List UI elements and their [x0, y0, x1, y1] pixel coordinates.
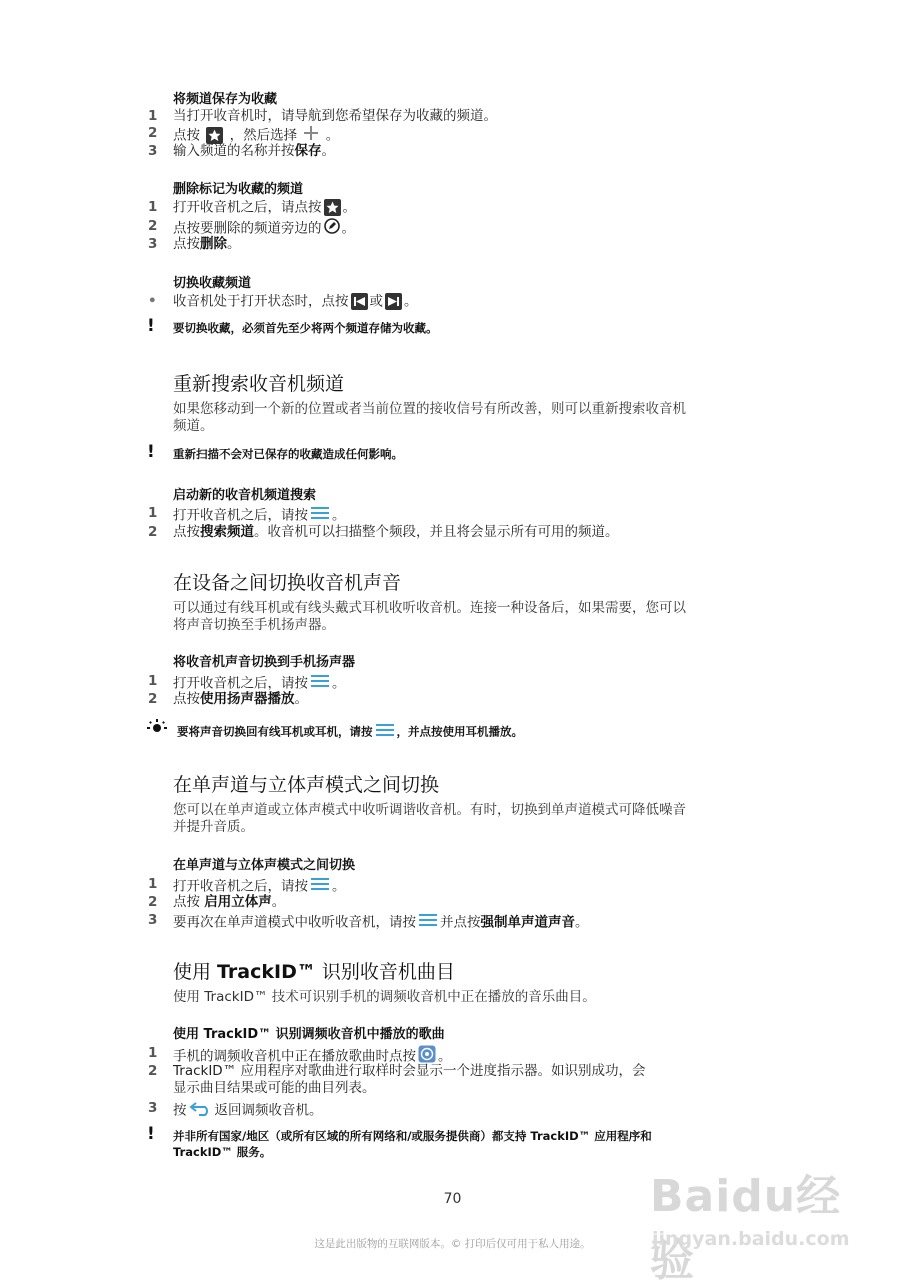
- bullet: •: [148, 293, 157, 309]
- back-icon[interactable]: [189, 1100, 213, 1121]
- heading-start-scan: 启动新的收音机频道搜索: [173, 488, 317, 503]
- step-number: 1: [148, 108, 158, 124]
- star-icon[interactable]: [206, 127, 223, 144]
- manual-page: 将频道保存为收藏 1 当打开收音机时，请导航到您希望保存为收藏的频道。 2 点按 ，然后选择 。 3 输入频道的名称并按保存。 删除标记为收藏的频道 1 打开收音机之后，请点按 。 2 点按要删除的频道旁边的 。 3 点按删除。 切换收藏频道 • 收音机处于打开状态时，点按 或 。 ! 要切换收藏，必须首先至少将两个频道存储为收藏。 重新搜索收音机频道 如果您移动到一个新的位置或者当前位置的接收信号有所改善，则可以重新搜索收音机 频道。 ! 重新扫描不会对已保存的收藏造成任何影响。 启动新的收音机频道搜索 1 打开收音机之后，请按 。 2 点按搜索频道。收音机可以扫描整个频段，并且将会显示所有可用的频道。 在设备之间切换收音机声音 可以通过有线耳机或有线头戴式耳机收听收音机。连接一种设备后，如果需要，您可以 将声音切换至手机扬声器。 将收音机声音切换到手机扬声器 1 打开收音机之后，请按 。 2 点按使用扬声器播放。 要将声音切换回有线耳机或耳机，请按 ，并点按使用耳机播放。 在单声道与立体声模式之间切换 您可以在单声道或立体声模式中收听调谐收音机。有时，切换到单声道模式可降低噪音 并提升音质。 在单声道与立体声模式之间切换 1 打开收音机之后，请按 。 2 点按 启用立体声。 3 要再次在单声道模式中收听收音机，请按 并点按强制单声道声音。 使用 TrackID™ 识别收音机曲目 使用 TrackID™ 技术可识别手机的调频收音机中正在播放的音乐曲目。 使用 TrackID™ 识别调频收音机中播放的歌曲 1 手机的调频收音机中正在播放歌曲时点按 。 2 TrackID™ 应用程序对歌曲进行取样时会显示一个进度指示器。如识别成功，会 显示曲目结果或可能的曲目列表。 3 按 返回调频收音机。 ! 并非所有国家/地区（或所有区域的所有网络和/或服务提供商）都支持 TrackID™ 应用程序和 TrackID™ 服务。 70 这是此出版物的互联网版本。© 打印后仅可用于私人用途。 Baidu经验 jingyan.baidu.com: [0, 0, 905, 1280]
- step-text: 点按: [173, 127, 200, 144]
- page-number: 70: [443, 1191, 462, 1207]
- star-icon[interactable]: [324, 199, 341, 216]
- step-number: 3: [148, 143, 158, 159]
- delete-label: 删除: [200, 236, 227, 252]
- paragraph: 如果您移动到一个新的位置或者当前位置的接收信号有所改善，则可以重新搜索收音机 频道。: [173, 401, 686, 434]
- heading-delete-favourite: 删除标记为收藏的频道: [173, 182, 304, 197]
- previous-icon[interactable]: [351, 293, 368, 310]
- paragraph: 可以通过有线耳机或有线头戴式耳机收听收音机。连接一种设备后，如果需要，您可以 将声音切换至手机扬声器。: [173, 600, 686, 633]
- warning-icon: !: [147, 316, 155, 336]
- tip-icon: [147, 719, 167, 740]
- step-number: 2: [148, 125, 158, 141]
- baidu-watermark: [640, 1148, 870, 1286]
- watermark-logo: Baidu经验: [650, 1171, 842, 1286]
- heading-rescan: 重新搜索收音机频道: [173, 373, 345, 395]
- heading-save-favourite: 将频道保存为收藏: [173, 92, 278, 107]
- save-label: 保存: [294, 143, 322, 159]
- menu-icon[interactable]: [375, 722, 395, 742]
- force-mono-label: 强制单声道声音: [480, 914, 575, 931]
- heading-switch-favourite: 切换收藏频道: [173, 276, 252, 291]
- use-speaker-label: 使用扬声器播放: [200, 691, 295, 707]
- enable-stereo-label: 启用立体声: [204, 894, 272, 910]
- paragraph: 您可以在单声道或立体声模式中收听调谐收音机。有时，切换到单声道模式可降低噪音 并提升音质。: [173, 802, 686, 835]
- search-channels-label: 搜索频道: [200, 524, 254, 540]
- next-icon[interactable]: [385, 293, 402, 310]
- menu-icon[interactable]: [310, 505, 330, 526]
- footer-notice: 这是此出版物的互联网版本。© 打印后仅可用于私人用途。: [314, 1238, 591, 1250]
- paragraph: 使用 TrackID™ 技术可识别手机的调频收音机中正在播放的音乐曲目。: [173, 989, 596, 1005]
- heading-mono-stereo: 在单声道与立体声模式之间切换: [173, 774, 440, 796]
- edit-icon[interactable]: [324, 218, 340, 239]
- heading-switch-audio: 在设备之间切换收音机声音: [173, 572, 402, 594]
- heading-trackid-task: 使用 TrackID™ 识别调频收音机中播放的歌曲: [173, 1027, 445, 1042]
- warning-icon: !: [147, 442, 155, 462]
- menu-icon[interactable]: [310, 673, 330, 694]
- menu-icon[interactable]: [310, 876, 330, 897]
- heading-mono-stereo-task: 在单声道与立体声模式之间切换: [173, 858, 356, 873]
- warning-icon: !: [147, 1124, 155, 1144]
- heading-speaker: 将收音机声音切换到手机扬声器: [173, 655, 356, 670]
- step-row: 2 TrackID™ 应用程序对歌曲进行取样时会显示一个进度指示器。如识别成功，会 显示曲目结果或可能的曲目列表。: [148, 1063, 646, 1096]
- watermark-url: jingyan.baidu.com: [652, 1228, 850, 1250]
- heading-trackid: 使用 TrackID™ 识别收音机曲目: [173, 961, 455, 983]
- step-text: 当打开收音机时，请导航到您希望保存为收藏的频道。: [173, 108, 497, 124]
- menu-icon[interactable]: [418, 912, 438, 933]
